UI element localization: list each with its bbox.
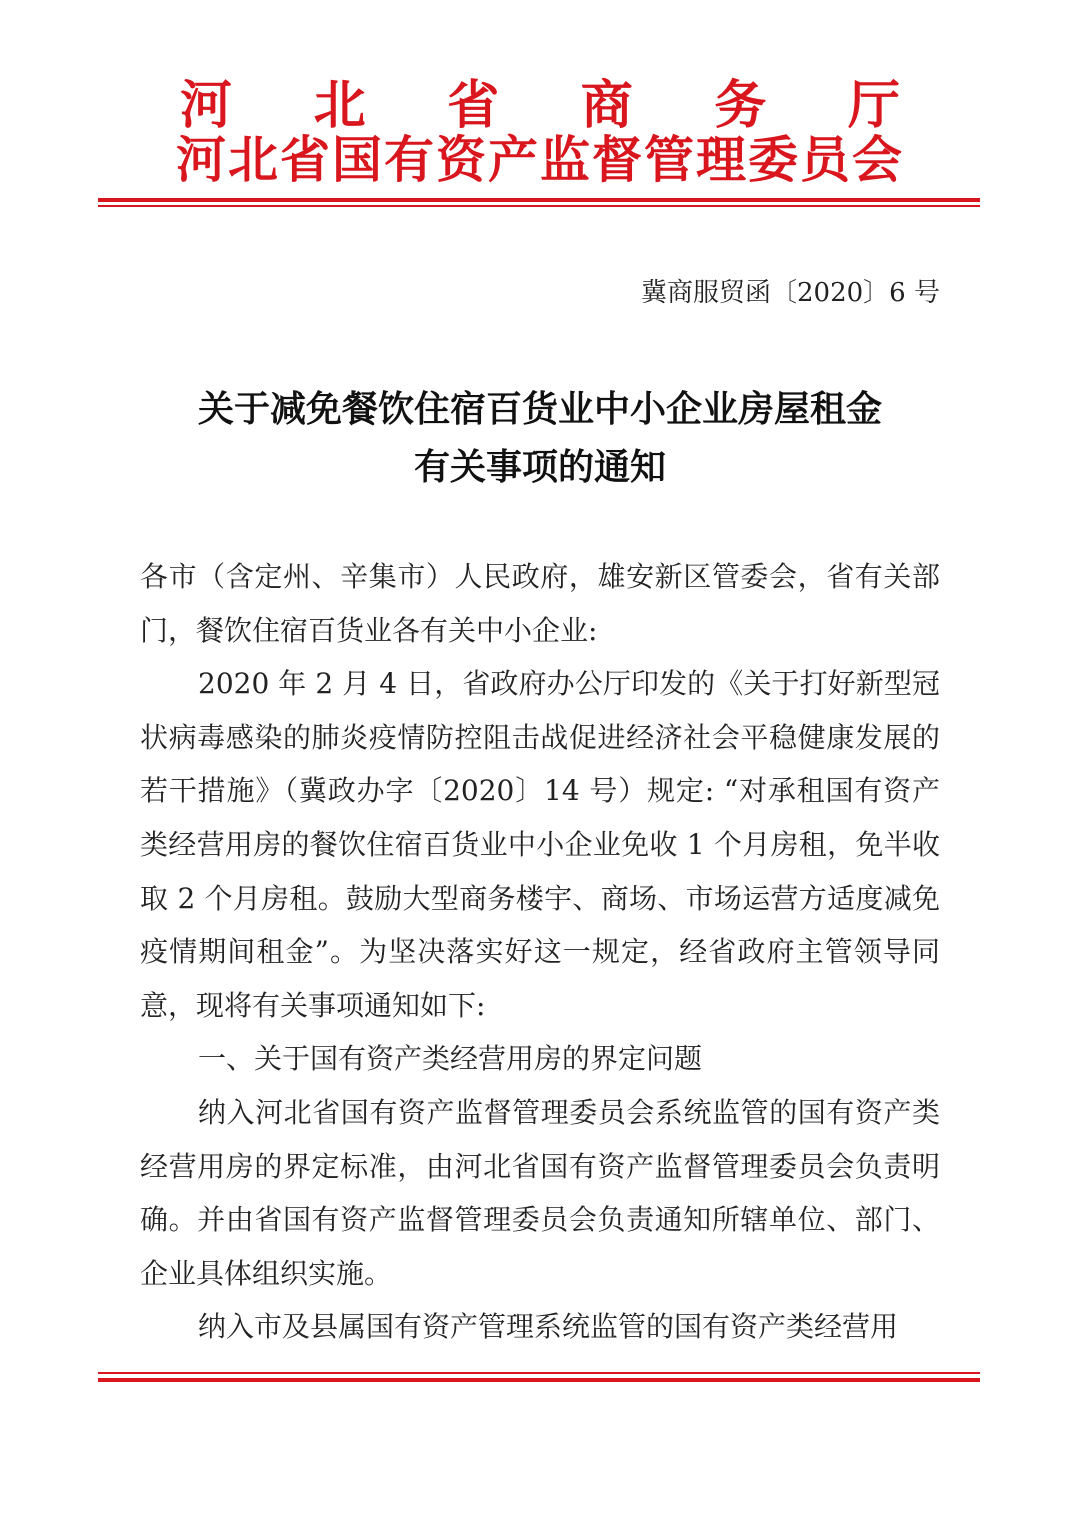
letterhead-org-line1 (100, 76, 980, 136)
letterhead-org-line2: 河北省国有资产监督管理委员会 (176, 130, 904, 189)
document-body (140, 550, 940, 1354)
body-paragraph-2: 纳入河北省国有资产监督管理委员会系统监管的国有资产类经营用房的界定标准，由河北省国有资产监督管理委员会负责明确。并由省国有资产监督管理委员会负责通知所辖单位、部门、企业具体组织实施。 (140, 1095, 940, 1290)
letterhead-char: 商 (580, 75, 633, 136)
letterhead-char: 北 (313, 75, 366, 136)
footer-divider (98, 1378, 980, 1382)
body-paragraph-3: 纳入市及县属国有资产管理系统监管的国有资产类经营用 (198, 1310, 899, 1344)
letterhead-char: 厅 (847, 75, 900, 136)
letterhead-char: 河 (180, 75, 233, 136)
body-paragraph-1: 2020 年 2 月 4 日，省政府办公厅印发的《关于打好新型冠状病毒感染的肺炎疫情防控阻击战促进经济社会平稳健康发展的若干措施》（冀政办字〔2020〕14 号）规定: “对承租国有资产类经营用房的餐饮住宿百货业中小企业免收 1 个月房租，免半收取 2 个月房租。鼓励大型商务楼宇、商场、市场运营方适度减免疫情期间租金”。为坚决落实好这一规定，经省政府主管领导同意，现将有关事项通知如下: (140, 667, 940, 1022)
addressee: 各市（含定州、辛集市）人民政府，雄安新区管委会，省有关部门，餐饮住宿百货业各有关中小企业: (140, 560, 940, 647)
document-number: 冀商服贸函〔2020〕6 号 (641, 278, 940, 308)
letterhead-char: 省 (447, 75, 500, 136)
letterhead-divider (98, 198, 980, 202)
section-heading-1: 一、关于国有资产类经营用房的界定问题 (198, 1042, 703, 1076)
document-title-line1: 关于减免餐饮住宿百货业中小企业房屋租金 (197, 389, 882, 430)
footer-divider-thin (98, 1372, 980, 1374)
document-title-line2: 有关事项的通知 (413, 447, 666, 488)
letterhead-divider-thin (98, 205, 980, 207)
letterhead-char: 务 (714, 75, 767, 136)
